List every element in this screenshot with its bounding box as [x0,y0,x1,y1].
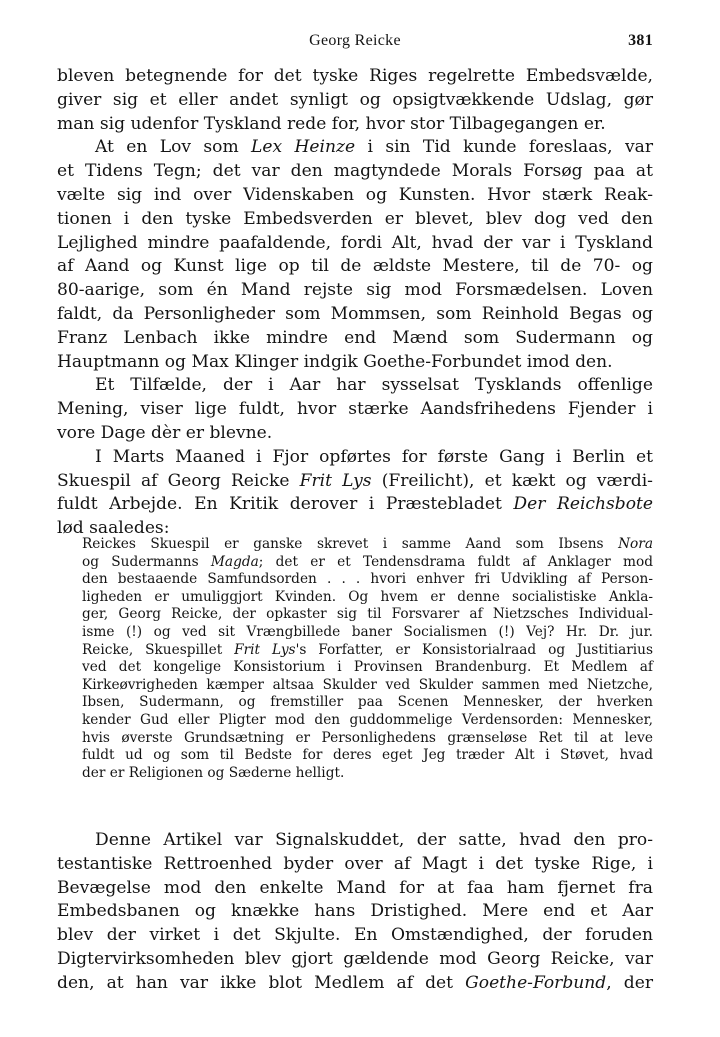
quotation-block [82,536,653,782]
text-run: Reickes Skuespil er ganske skrevet i samme Aand som Ibsens [82,536,619,552]
text-line [57,829,653,853]
text-run: At en Lov som [95,137,252,158]
text-run: fuldt ud og som til Bedste for deres eget Jeg træder Alt i Støvet, hvad [82,747,653,764]
text-line [82,677,653,695]
text-line [82,747,653,765]
text-run: der er Religionen og Sæderne helligt. [82,764,345,781]
text-line [57,853,653,877]
text-run: Kirkeøvrigheden kæmper altsaa Skulder ved Skulder sammen med Nietzche, [82,676,653,693]
text-line [82,642,653,660]
text-run: Denne Artikel var Signalskuddet, der satte, hvad den pro- [95,830,653,850]
closing-text-block [57,829,653,996]
text-run: ligheden er umuliggjort Kvinden. Og hvem er denne socialistiske Ankla- [82,588,653,605]
text-run: fuldt Arbejde. En Kritik derover i Præstebladet [57,494,514,515]
text-line [82,536,653,554]
italic-title: Frit Lys [234,641,296,658]
text-run: Et Tilfælde, der i Aar har sysselsat Tysklands offenlige [95,375,653,396]
text-line [82,694,653,712]
text-run: faldt, da Personligheder som Mommsen, som Reinhold Begas og [57,303,653,324]
running-title: Georg Reicke [309,32,401,49]
text-line [82,765,653,783]
italic-title: Der Reichsbote [513,494,653,515]
text-line [57,374,653,398]
text-run: ger, Georg Reicke, der opkaster sig til Forsvarer af Nietzsches Individual- [82,606,653,623]
text-run: ; det er et Tendensdrama fuldt af Anklager mod [258,553,653,570]
text-run: (Freilicht), et kækt og værdi- [371,470,653,491]
text-run: Digtervirksomheden blev gjort gældende mod Georg Reicke, var [57,948,653,969]
text-line [57,232,653,256]
text-run: isme (!) og ved sit Vrængbillede baner Socialismen (!) Vej? Hr. Dr. jur. [82,623,653,640]
text-line [82,554,653,572]
text-run: man sig udenfor Tyskland rede for, hvor stor Tilbagegangen er. [57,113,606,134]
text-line [57,208,653,232]
text-line [57,493,653,517]
text-line [57,327,653,351]
text-run: Franz Lenbach ikke mindre end Mænd som Sudermann og [57,327,653,348]
italic-title: Goethe-Forbund [465,972,607,993]
italic-title: Frit Lys [299,470,372,491]
text-line [57,303,653,327]
text-line [57,351,653,375]
text-line [82,659,653,677]
text-run: vælte sig ind over Videnskaben og Kunsten. Hvor stærk Reak- [57,184,653,205]
text-line [57,877,653,901]
text-run: Ibsen, Sudermann, og fremstiller paa Scenen Mennesker, der hverken [82,694,653,711]
italic-title: Magda [210,553,259,570]
text-line [57,398,653,422]
text-run: den, at han var ikke blot Medlem af det [57,972,466,993]
text-run: blev der virket i det Skjulte. En Omstændighed, der foruden [57,925,653,946]
text-line [57,136,653,160]
italic-title: Lex Heinze [251,137,356,158]
italic-title: Nora [618,536,653,552]
page-header [57,32,653,54]
text-run: af Aand og Kunst lige op til de ældste Mestere, til de 70- og [57,256,653,277]
text-line [57,422,653,446]
text-run: Mening, viser lige fuldt, hvor stærke Aandsfrihedens Fjender i [57,399,653,420]
text-run: kender Gud eller Pligter mod den guddommelige Verdensorden: Mennesker, [82,711,653,728]
text-run: 80-aarige, som én Mand rejste sig mod Forsmædelsen. Loven [57,280,653,301]
text-line [57,948,653,972]
text-line [82,589,653,607]
text-line [82,571,653,589]
text-line [57,184,653,208]
text-run: Hauptmann og Max Klinger indgik Goethe-Forbundet imod den. [57,351,613,372]
text-line [57,972,653,996]
text-run: den bestaaende Samfundsorden . . . hvori enhver fri Udvikling af Person- [82,571,653,588]
text-line [82,606,653,624]
text-line [57,89,653,113]
text-run: et Tidens Tegn; det var den magtyndede Morals Forsøg paa at [57,161,653,182]
page-number: 381 [628,32,653,49]
text-line [57,160,653,184]
text-run: Bevægelse mod den enkelte Mand for at faa ham fjernet fra [57,877,653,898]
text-run: tionen i den tyske Embedsverden er blevet, blev dog ved den [57,208,653,229]
text-line [57,65,653,89]
text-run: Lejlighed mindre paafaldende, fordi Alt, hvad der var i Tyskland [57,232,653,253]
text-line [82,712,653,730]
text-line [57,446,653,470]
text-line [57,470,653,494]
text-line [57,900,653,924]
text-line [57,924,653,948]
text-run: lød saaledes: [57,518,170,539]
text-line [57,279,653,303]
text-run: og Sudermanns [82,553,211,570]
text-run: vore Dage dèr er blevne. [57,422,273,443]
text-run: testantiske Rettroenhed byder over af Magt i det tyske Rige, i [57,853,653,874]
text-run: Reicke, Skuespillet [82,641,235,658]
text-run: Embedsbanen og knække hans Dristighed. Mere end et Aar [57,901,653,922]
text-line [82,730,653,748]
text-line [82,624,653,642]
text-run: Skuespil af Georg Reicke [57,470,300,491]
text-run: i sin Tid kunde foreslaas, var [355,137,653,158]
text-run: I Marts Maaned i Fjor opførtes for første Gang i Berlin et [95,446,653,467]
text-line [57,113,653,137]
main-text-block [57,65,653,541]
text-run: giver sig et eller andet synligt og opsigtvækkende Udslag, gør [57,89,653,110]
text-run: hvis øverste Grundsætning er Personlighedens grænseløse Ret til at leve [82,729,653,746]
text-line [57,255,653,279]
text-run: ved det kongelige Konsistorium i Provinsen Brandenburg. Et Medlem af [82,659,653,676]
text-run: , der [606,972,653,993]
text-run: bleven betegnende for det tyske Riges regelrette Embedsvælde, [57,66,653,86]
text-run: 's Forfatter, er Konsistorialraad og Justitiarius [295,641,653,658]
